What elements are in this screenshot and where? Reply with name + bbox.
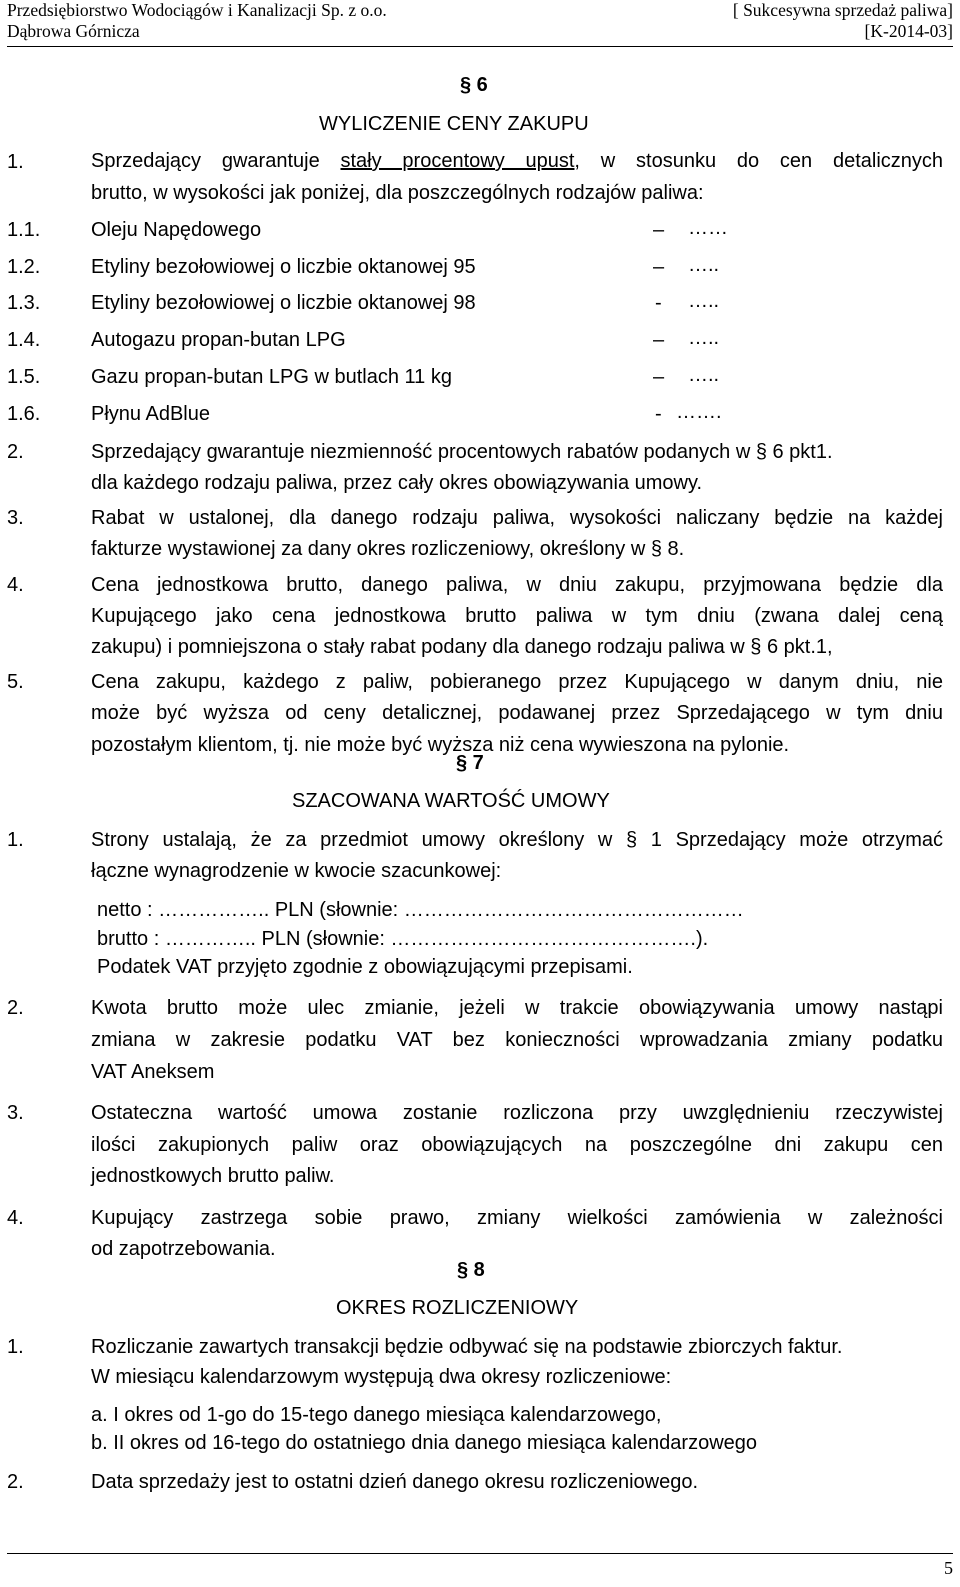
s6-p3-line1: Rabat w ustalonej, dla danego rodzaju paliwa, wysokości naliczany będzie na każdej: [91, 507, 943, 529]
s6-p1-number: 1.: [7, 151, 24, 173]
fuel-6-number: 1.6.: [7, 403, 41, 425]
netto-label: netto :: [97, 899, 159, 921]
s7-p4-line1: Kupujący zastrzega sobie prawo, zmiany wielkości zamówienia w zależności: [91, 1207, 943, 1229]
s7-p3-line2: ilości zakupionych paliw oraz obowiązujących na poszczególne dni zakupu cen: [91, 1134, 943, 1156]
s7-p2-line1: Kwota brutto może ulec zmianie, jeżeli w trakcie obowiązywania umowy nastąpi: [91, 997, 943, 1019]
s6-p4-number: 4.: [7, 574, 24, 596]
brutto-words: (słownie: ……………………………………….).: [300, 928, 709, 950]
netto-words: (słownie: ……………………………………………: [313, 899, 744, 921]
section-7-number: § 7: [456, 752, 484, 774]
s7-p4-line2: od zapotrzebowania.: [91, 1238, 276, 1260]
s8-period-a: a. I okres od 1-go do 15-tego danego miesiąca kalendarzowego,: [91, 1404, 662, 1426]
section-8-title: OKRES ROZLICZENIOWY: [336, 1297, 579, 1319]
s8-p2-number: 2.: [7, 1471, 24, 1493]
fuel-2-number: 1.2.: [7, 256, 41, 278]
s6-p2-number: 2.: [7, 441, 24, 463]
header-company-line1: Przedsiębiorstwo Wodociągów i Kanalizacji Sp. z o.o.: [7, 0, 387, 20]
s6-p4-line2: Kupującego jako cena jednostkowa brutto paliwa w tym dniu (zwana dalej ceną: [91, 605, 943, 627]
s6-p5-line2: może być wyższa od ceny detalicznej, podawanej przez Sprzedającego w tym dniu: [91, 702, 943, 724]
netto-amount: ……………..: [158, 899, 270, 921]
section-8-number: § 8: [457, 1259, 485, 1281]
s6-p1-line2: brutto, w wysokości jak poniżej, dla poszczególnych rodzajów paliwa:: [91, 182, 704, 204]
s7-p2-line3: VAT Aneksem: [91, 1061, 215, 1083]
fuel-5-value: …..: [688, 364, 720, 386]
fuel-4-dash: –: [653, 329, 665, 351]
s6-p1-underlined: stały procentowy upust,: [340, 150, 580, 172]
s7-p2-line2: zmiana w zakresie podatku VAT bez konieczności wprowadzania zmiany podatku: [91, 1029, 943, 1051]
fuel-3-number: 1.3.: [7, 292, 41, 314]
s6-p4-line3: zakupu) i pomniejszona o stały rabat podany dla danego rodzaju paliwa w § 6 pkt.1,: [91, 636, 833, 658]
fuel-4-number: 1.4.: [7, 329, 41, 351]
fuel-5-dash: –: [653, 366, 665, 388]
vat-note: Podatek VAT przyjęto zgodnie z obowiązującymi przepisami.: [97, 956, 633, 978]
brutto-line: [97, 928, 708, 950]
fuel-1-value: ……: [688, 217, 728, 239]
s7-p4-number: 4.: [7, 1207, 24, 1229]
fuel-4-value: …..: [688, 327, 720, 349]
s8-period-b: b. II okres od 16-tego do ostatniego dnia danego miesiąca kalendarzowego: [91, 1432, 758, 1454]
s7-p1-line1: Strony ustalają, że za przedmiot umowy określony w § 1 Sprzedający może otrzymać: [91, 829, 943, 851]
s8-p2-line1: Data sprzedaży jest to ostatni dzień danego okresu rozliczeniowego.: [91, 1471, 699, 1493]
fuel-3-dash: -: [655, 292, 662, 314]
s6-p5-line1: Cena zakupu, każdego z paliw, pobieranego przez Kupującego w danym dniu, nie: [91, 671, 943, 693]
header-company-line2: Dąbrowa Górnicza: [7, 21, 140, 41]
s6-p1-post: w stosunku do cen detalicznych: [579, 150, 944, 172]
section-6-number: § 6: [460, 74, 488, 96]
s6-p1-pre: Sprzedający gwarantuje: [91, 150, 341, 172]
fuel-1-number: 1.1.: [7, 219, 41, 241]
s7-p2-number: 2.: [7, 997, 24, 1019]
section-7-title: SZACOWANA WARTOŚĆ UMOWY: [292, 790, 610, 812]
brutto-label: brutto :: [97, 928, 165, 950]
s7-p3-line1: Ostateczna wartość umowa zostanie rozliczona przy uwzględnieniu rzeczywistej: [91, 1102, 943, 1124]
netto-line: [97, 899, 744, 921]
s6-p3-line2: fakturze wystawionej za dany okres rozliczeniowy, określony w § 8.: [91, 538, 685, 560]
s8-p1-line1: Rozliczanie zawartych transakcji będzie odbywać się na podstawie zbiorczych faktur.: [91, 1336, 843, 1358]
fuel-5-name: Gazu propan-butan LPG w butlach 11 kg: [91, 366, 452, 388]
fuel-4-name: Autogazu propan-butan LPG: [91, 329, 346, 351]
s7-p3-line3: jednostkowych brutto paliw.: [91, 1165, 335, 1187]
fuel-2-value: …..: [688, 254, 720, 276]
fuel-1-dash: –: [653, 219, 665, 241]
s8-p1-number: 1.: [7, 1336, 24, 1358]
s7-p3-number: 3.: [7, 1102, 24, 1124]
fuel-2-name: Etyliny bezołowiowej o liczbie oktanowej 95: [91, 256, 476, 278]
s8-p1-line2: W miesiącu kalendarzowym występują dwa okresy rozliczeniowe:: [91, 1366, 672, 1388]
fuel-5-number: 1.5.: [7, 366, 41, 388]
s6-p5-number: 5.: [7, 671, 24, 693]
s6-p5-line3: pozostałym klientom, tj. nie może być wyższa niż cena wywieszona na pylonie.: [91, 734, 790, 756]
fuel-6-dash: -: [655, 403, 662, 425]
fuel-6-name: Płynu AdBlue: [91, 403, 210, 425]
fuel-2-dash: –: [653, 256, 665, 278]
header-tender-line1: [ Sukcesywna sprzedaż paliwa]: [732, 0, 953, 20]
s6-p1-line1: [91, 149, 943, 173]
s7-p1-line2: łączne wynagrodzenie w kwocie szacunkowej:: [91, 860, 502, 882]
brutto-amount: …………..: [164, 928, 256, 950]
brutto-currency: PLN: [261, 928, 301, 950]
fuel-1-name: Oleju Napędowego: [91, 219, 262, 241]
section-6-title: WYLICZENIE CENY ZAKUPU: [319, 113, 589, 135]
header-tender-line2: [K-2014-03]: [864, 21, 953, 41]
s7-p1-number: 1.: [7, 829, 24, 851]
page-footer: [7, 1553, 953, 1584]
s6-p2-line2: dla każdego rodzaju paliwa, przez cały okres obowiązywania umowy.: [91, 472, 703, 494]
s6-p3-number: 3.: [7, 507, 24, 529]
s6-p2-line1: Sprzedający gwarantuje niezmienność procentowych rabatów podanych w § 6 pkt1.: [91, 441, 833, 463]
page-number: 5: [944, 1558, 953, 1578]
netto-currency: PLN: [274, 899, 314, 921]
fuel-6-value: …….: [676, 401, 722, 423]
fuel-3-name: Etyliny bezołowiowej o liczbie oktanowej 98: [91, 292, 476, 314]
fuel-3-value: …..: [688, 290, 720, 312]
s6-p4-line1: Cena jednostkowa brutto, danego paliwa, w dniu zakupu, przyjmowana będzie dla: [91, 574, 943, 596]
